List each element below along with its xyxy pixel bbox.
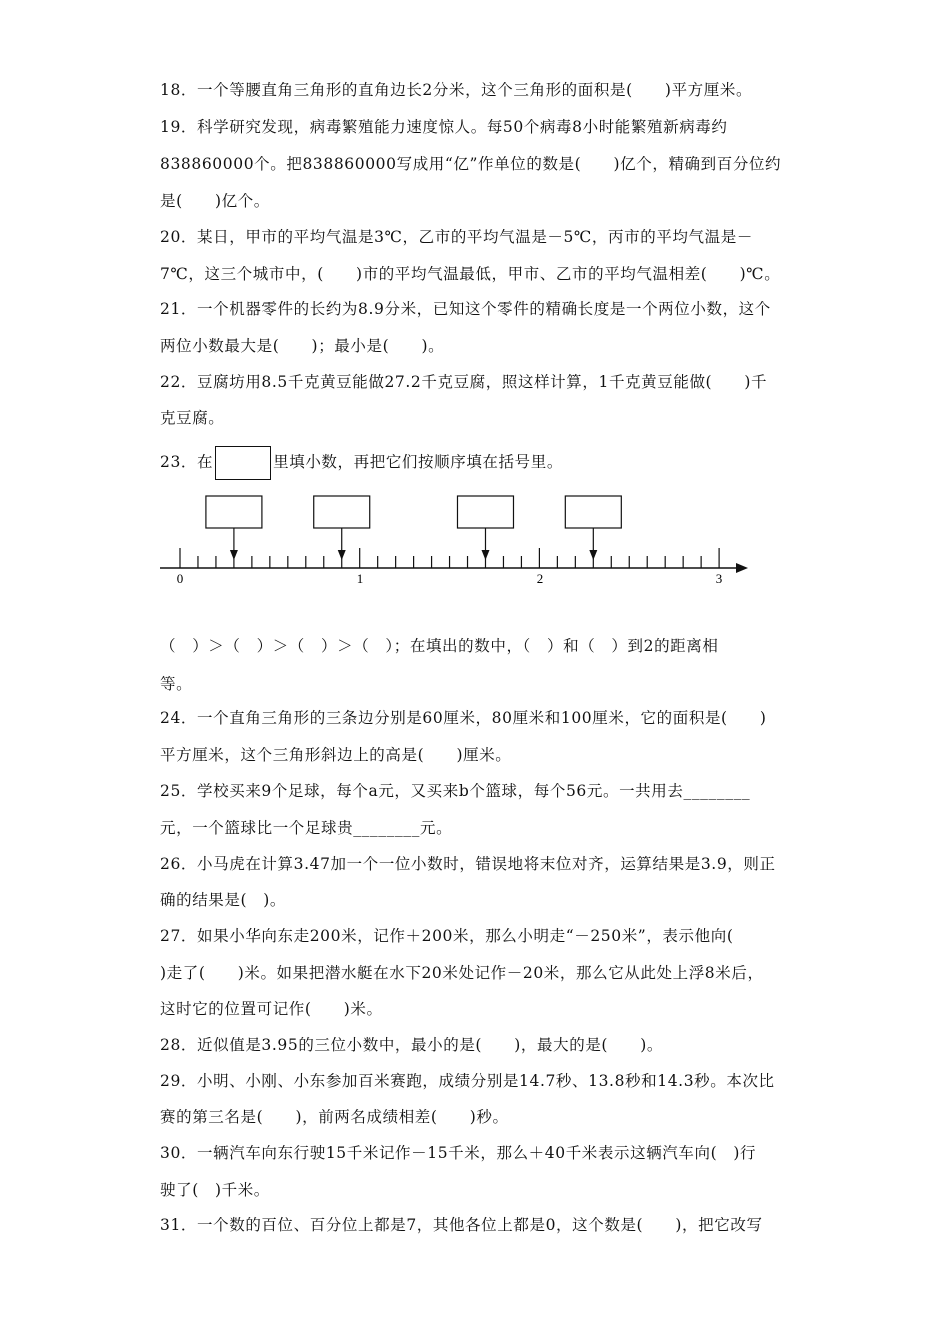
axis-label-3: 3 [715, 571, 723, 586]
question-24-line-2: 平方厘米，这个三角形斜边上的高是( )厘米。 [160, 746, 512, 764]
question-23-blanks-line-2: 等。 [160, 675, 193, 693]
answer-box-icon [215, 446, 271, 480]
question-31: 31．一个数的百位、百分位上都是7，其他各位上都是0，这个数是( )，把它改写 [160, 1216, 763, 1234]
question-22-line-1: 22．豆腐坊用8.5千克黄豆能做27.2千克豆腐，照这样计算，1千克黄豆能做( )千 [160, 373, 768, 391]
question-29-line-1: 29．小明、小刚、小东参加百米赛跑，成绩分别是14.7秒、13.8秒和14.3秒。本次比 [160, 1072, 775, 1090]
question-26-line-1: 26．小马虎在计算3.47加一个一位小数时，错误地将末位对齐，运算结果是3.9，则正 [160, 855, 776, 873]
answer-box-3 [457, 496, 513, 528]
question-24-line-1: 24．一个直角三角形的三条边分别是60厘米，80厘米和100厘米，它的面积是( ) [160, 709, 767, 727]
question-23-blanks-line-1: （ ）＞（ ）＞（ ）＞（ ）；在填出的数中，（ ）和（ ）到2的距离相 [160, 637, 719, 655]
question-20-line-1: 20．某日，甲市的平均气温是3℃，乙市的平均气温是－5℃，丙市的平均气温是－ [160, 228, 753, 246]
axis-label-1: 1 [356, 571, 364, 586]
axis-label-0: 0 [176, 571, 184, 586]
answer-box-4 [565, 496, 621, 528]
question-27-line-2: )走了( )米。如果把潜水艇在水下20米处记作－20米，那么它从此处上浮8米后， [160, 964, 764, 982]
question-19-line-1: 19．科学研究发现，病毒繁殖能力速度惊人。每50个病毒8小时能繁殖新病毒约 [160, 118, 728, 136]
question-28: 28．近似值是3.95的三位小数中，最小的是( )，最大的是( )。 [160, 1036, 664, 1054]
question-19-line-3: 是( )亿个。 [160, 192, 270, 210]
question-21-line-2: 两位小数最大是( )；最小是( )。 [160, 337, 445, 355]
axis-label-2: 2 [536, 571, 544, 586]
axis-arrowhead-icon [736, 563, 748, 573]
question-20-line-2: 7℃，这三个城市中，( )市的平均气温最低，甲市、乙市的平均气温相差( )℃。 [160, 265, 781, 283]
question-22-line-2: 克豆腐。 [160, 409, 225, 427]
question-21-line-1: 21．一个机器零件的长约为8.9分米，已知这个零件的精确长度是一个两位小数，这个 [160, 300, 771, 318]
question-18: 18．一个等腰直角三角形的直角边长2分米，这个三角形的面积是( )平方厘米。 [160, 81, 753, 99]
question-23-instruction [160, 446, 563, 480]
question-29-line-2: 赛的第三名是( )，前两名成绩相差( )秒。 [160, 1108, 509, 1126]
question-26-line-2: 确的结果是( )。 [160, 891, 286, 909]
question-27-line-1: 27．如果小华向东走200米，记作＋200米，那么小明走“－250米”，表示他向( [160, 927, 734, 945]
question-27-line-3: 这时它的位置可记作( )米。 [160, 1000, 383, 1018]
question-25-line-2: 元，一个篮球比一个足球贵________元。 [160, 819, 453, 837]
number-line-figure [150, 480, 770, 600]
question-30-line-1: 30．一辆汽车向东行驶15千米记作－15千米，那么＋40千米表示这辆汽车向( )行 [160, 1144, 757, 1162]
question-19-line-2: 838860000个。把838860000写成用“亿”作单位的数是( )亿个，精确到百分位约 [160, 155, 782, 173]
question-23-suffix: 里填小数，再把它们按顺序填在括号里。 [273, 453, 563, 471]
question-25-line-1: 25．学校买来9个足球，每个a元，又买来b个篮球，每个56元。一共用去________ [160, 782, 751, 800]
question-23-prefix: 23．在 [160, 453, 214, 471]
question-30-line-2: 驶了( )千米。 [160, 1181, 270, 1199]
answer-box-2 [314, 496, 370, 528]
answer-box-1 [206, 496, 262, 528]
